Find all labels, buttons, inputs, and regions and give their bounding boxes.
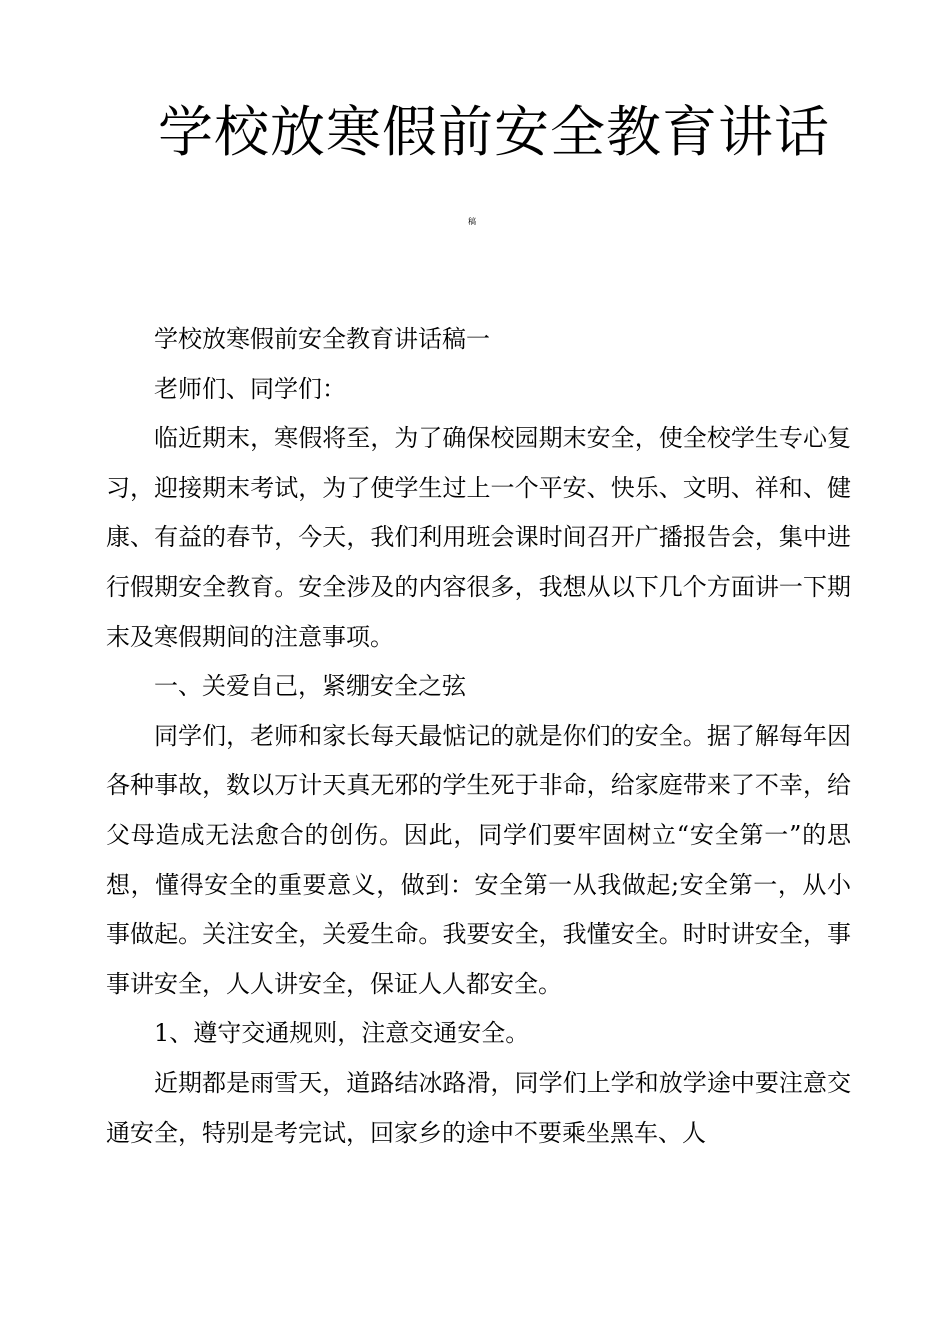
paragraph-greeting: 老师们、同学们： [154, 374, 346, 403]
document-title: 学校放寒假前安全教育讲话 [158, 100, 831, 164]
paragraph-traffic: 近期都是雨雪天，道路结冰路滑，同学们上学和放学途中要注意交通安全，特别是考完试，回家乡的途中不要乘坐黑车、人 [106, 1068, 851, 1147]
paragraph-intro: 临近期末，寒假将至，为了确保校园期末安全，使全校学生专心复习，迎接期末考试，为了使学生过上一个平安、快乐、文明、祥和、健康、有益的春节，今天，我们利用班会课时间召开广播报告会，集中进行假期安全教育。安全涉及的内容很多，我想从以下几个方面讲一下期末及寒假期间的注意事项。 [106, 424, 851, 651]
paragraph-heading: 学校放寒假前安全教育讲话稿一 [154, 325, 490, 353]
document-subtitle: 稿 [468, 217, 476, 226]
document-body [106, 315, 851, 1158]
paragraph-safety: 同学们，老师和家长每天最惦记的就是你们的安全。据了解每年因各种事故，数以万计天真无邪的学生死于非命，给家庭带来了不幸，给父母造成无法愈合的创伤。因此，同学们要牢固树立“安全第一”的思想，懂得安全的重要意义，做到：安全第一从我做起;安全第一，从小事做起。关注安全，关爱生命。我要安全，我懂安全。时时讲安全，事事讲安全，人人讲安全，保证人人都安全。 [106, 721, 851, 998]
section-heading-1: 一、关爱自己，紧绷安全之弦 [154, 672, 466, 701]
subsection-heading-1: 1、遵守交通规则，注意交通安全。 [154, 1019, 530, 1048]
